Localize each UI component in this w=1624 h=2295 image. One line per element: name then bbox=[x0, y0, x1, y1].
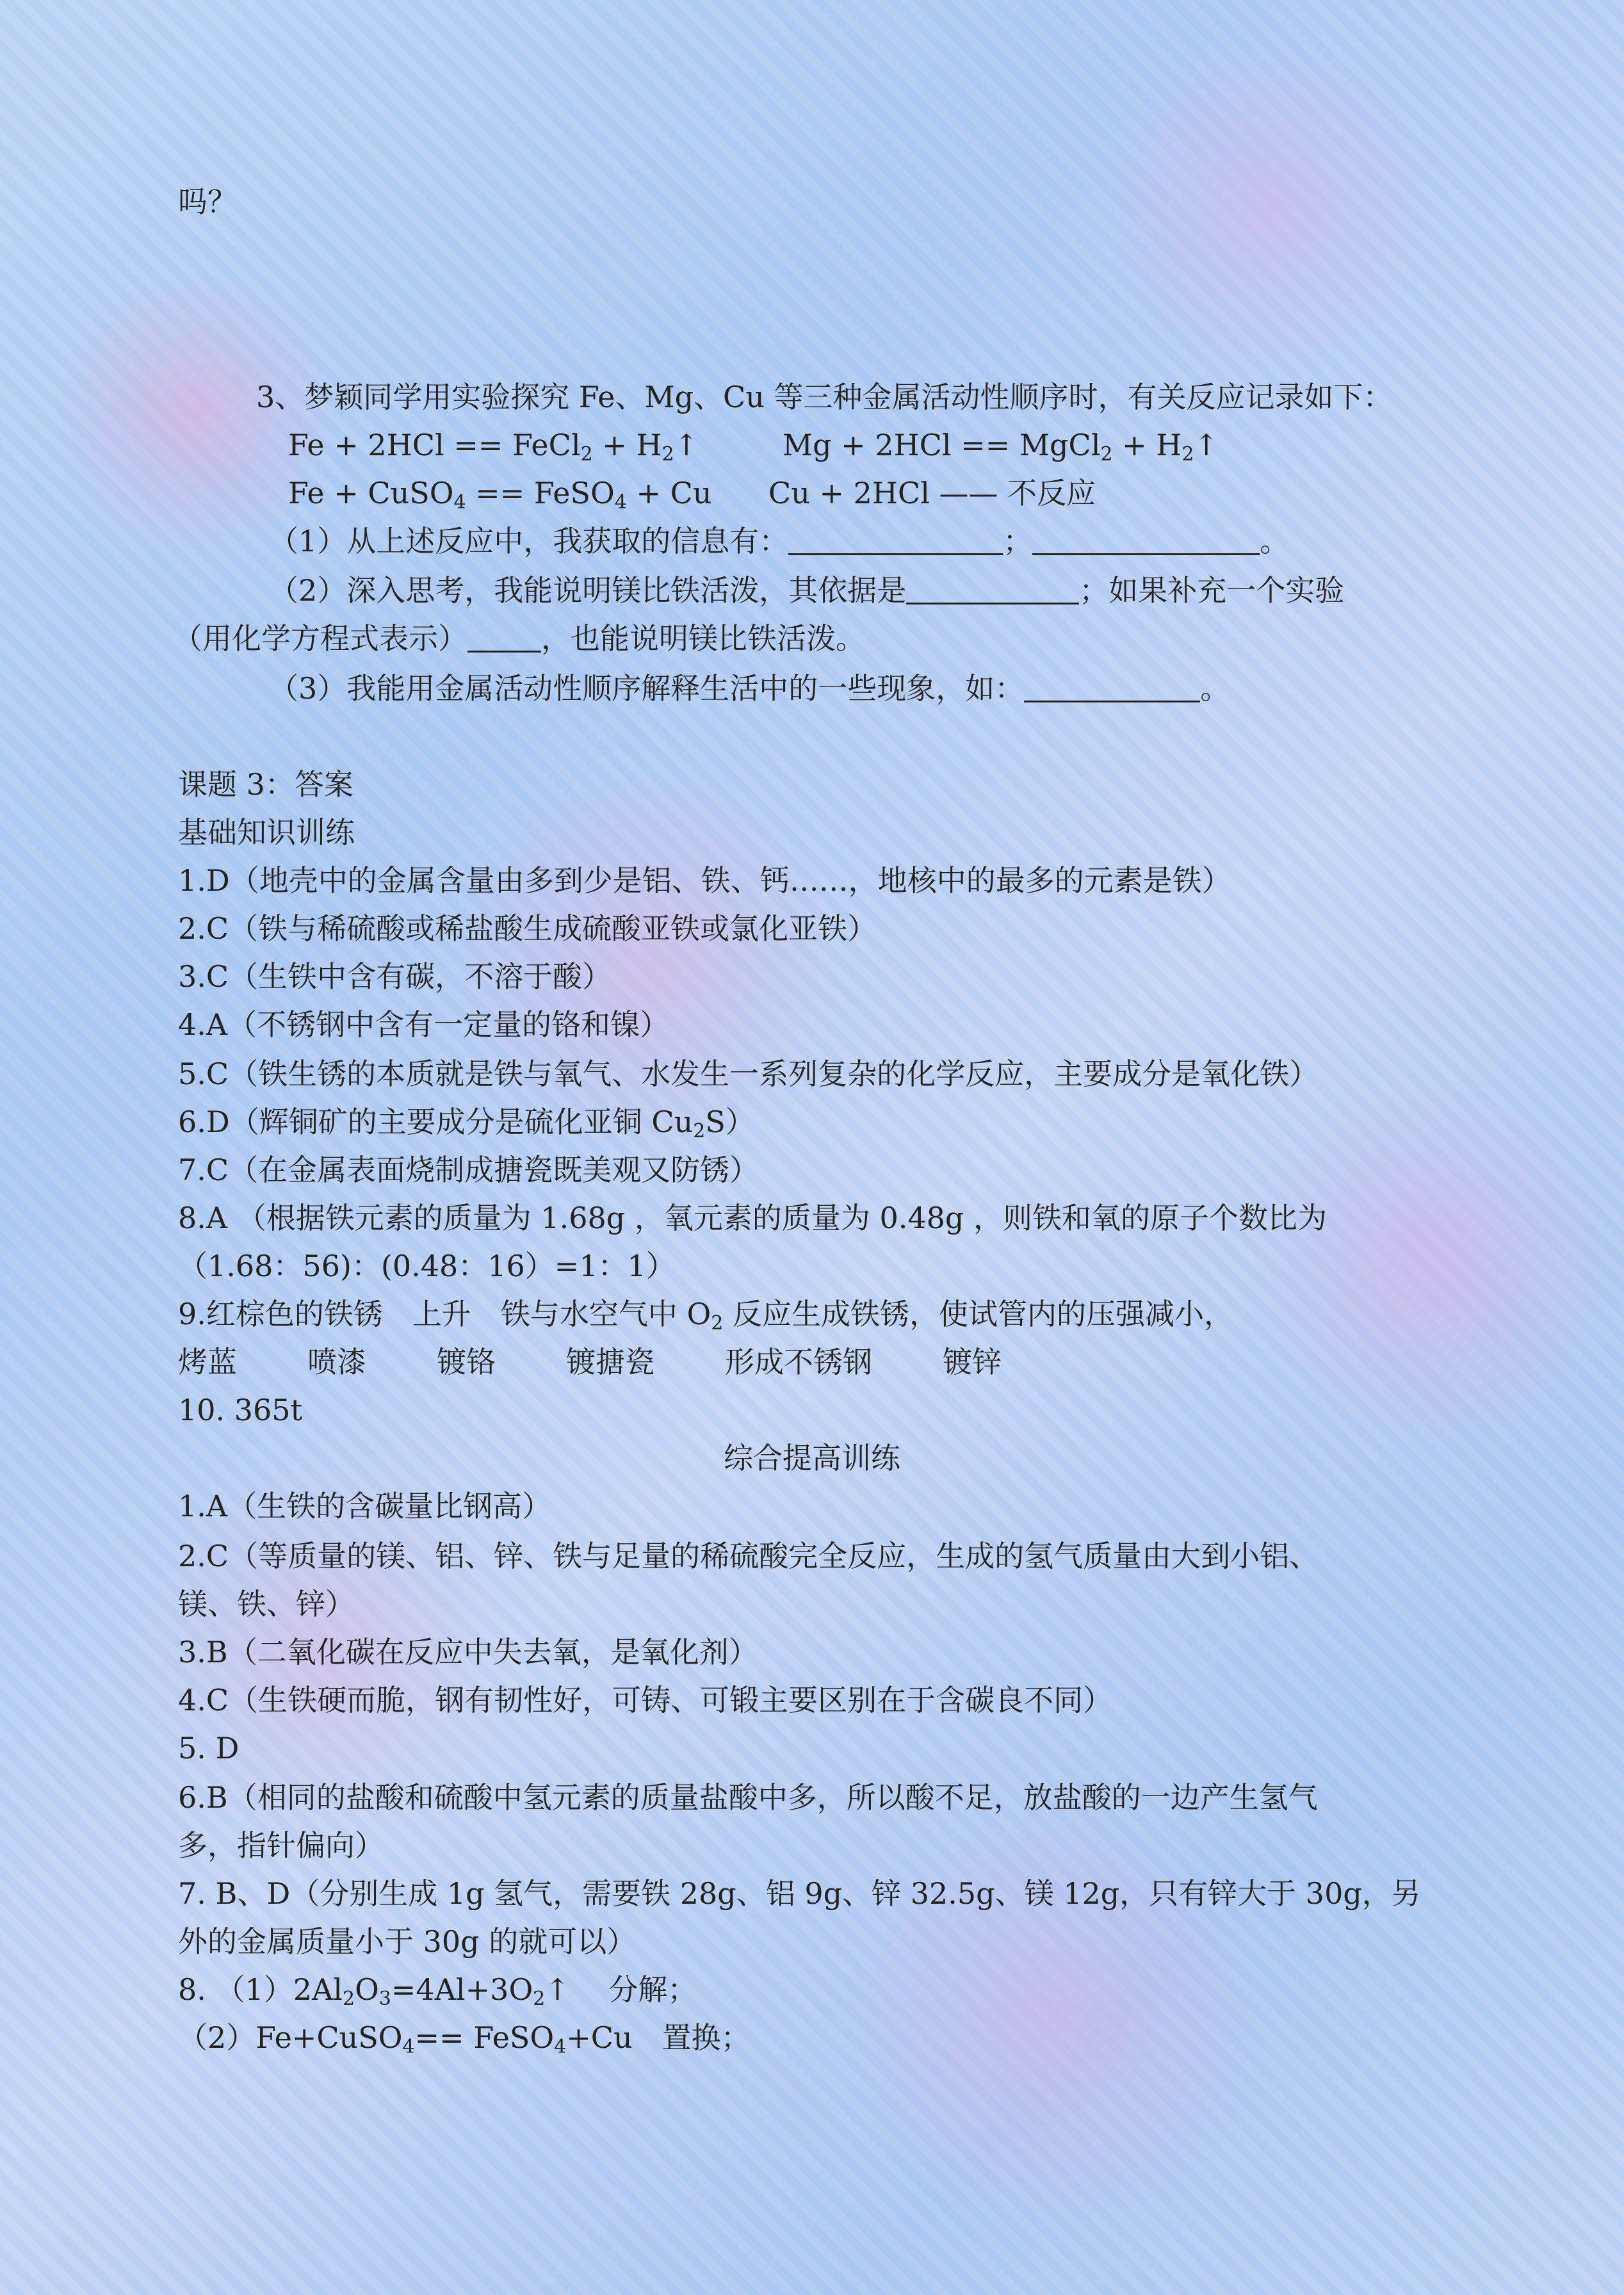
comp-answer-5: 5. D bbox=[178, 1731, 240, 1765]
comp-answer-8-part-1: 8. $(1)2Al_2O_3=4Al+3O_2↑$ 分解； bbox=[178, 1972, 697, 2010]
question-3-part-2: （2）深入思考，我能说明镁比铁活泼，其依据是 ；如果补充一个实验 bbox=[269, 573, 1345, 608]
comprehensive-training-heading: 综合提高训练 bbox=[724, 1441, 900, 1475]
answer-blank[interactable] bbox=[1032, 524, 1260, 555]
basic-answer-4: 4.A（不锈钢中含有一定量的铬和镍） bbox=[178, 1007, 670, 1042]
method-item: 喷漆 bbox=[307, 1345, 366, 1379]
comp-answer-4: 4.C（生铁硬而脆，钢有韧性好，可铸、可锻主要区别在于含碳良不同） bbox=[178, 1683, 1113, 1717]
equation-cu-hcl: Cu + 2HCl —— 不反应 bbox=[768, 476, 1096, 510]
basic-answer-7: 7.C（在金属表面烧制成搪瓷既美观又防锈） bbox=[178, 1153, 759, 1187]
comp-answer-6-cont: 多，指针偏向） bbox=[178, 1828, 384, 1863]
comp-answer-7: 7. B、D（分别生成 1g 氢气，需要铁 28g、铝 9g、锌 32.5g、镁 12g，只有锌大于 30g，另 bbox=[178, 1876, 1421, 1911]
method-item: 镀铬 bbox=[437, 1345, 496, 1379]
basic-answer-9-methods bbox=[178, 1343, 1002, 1381]
answer-section-title: 课题 3：答案 bbox=[178, 767, 353, 802]
comp-answer-2: 2.C（等质量的镁、铝、锌、铁与足量的稀硫酸完全反应，生成的氢气质量由大到小铝、 bbox=[178, 1539, 1319, 1573]
basic-answer-10: 10. 365t bbox=[178, 1393, 303, 1427]
method-item: 形成不锈钢 bbox=[725, 1345, 872, 1379]
comp-answer-3: 3.B（二氧化碳在反应中失去氧，是氧化剂） bbox=[178, 1635, 758, 1669]
question-3-stem: 3、梦颖同学用实验探究 Fe、Mg、Cu 等三种金属活动性顺序时，有关反应记录如下： bbox=[256, 380, 1393, 414]
method-item: 镀锌 bbox=[943, 1345, 1002, 1379]
basic-answer-8-cont: （1.68：56)：(0.48：16）=1：1） bbox=[178, 1249, 676, 1283]
basic-training-heading: 基础知识训练 bbox=[178, 815, 355, 850]
basic-answer-5: 5.C（铁生锈的本质就是铁与氧气、水发生一系列复杂的化学反应，主要成分是氧化铁） bbox=[178, 1057, 1319, 1091]
basic-answer-9: 9.红棕色的铁锈 上升 铁与水空气中 $O_2$ 反应生成铁锈，使试管内的压强减小， bbox=[178, 1297, 1233, 1334]
comp-answer-8-part-2: （2）Fe+CuSO$_4$== FeSO$_4$+Cu 置换； bbox=[178, 2020, 751, 2058]
answer-blank[interactable] bbox=[788, 524, 1003, 555]
comp-answer-2-cont: 镁、铁、锌） bbox=[178, 1587, 355, 1621]
comp-answer-6: 6.B（相同的盐酸和硫酸中氢元素的质量盐酸中多，所以酸不足，放盐酸的一边产生氢气 bbox=[178, 1780, 1318, 1815]
equation-mg-hcl: Mg + 2HCl == MgCl$_2$ + $H_2↑$ bbox=[783, 428, 1219, 466]
answer-blank[interactable] bbox=[1024, 671, 1200, 702]
comp-answer-1: 1.A（生铁的含碳量比钢高） bbox=[178, 1489, 552, 1523]
comp-answer-7-cont: 外的金属质量小于 30g 的就可以） bbox=[178, 1924, 637, 1959]
basic-answer-1: 1.D（地壳中的金属含量由多到少是铝、铁、钙……，地核中的最多的元素是铁） bbox=[178, 863, 1231, 898]
basic-answer-3: 3.C（生铁中含有碳，不溶于酸） bbox=[178, 959, 612, 994]
method-item: 烤蓝 bbox=[178, 1345, 237, 1379]
line-continuation: 吗？ bbox=[178, 184, 237, 219]
question-3-part-1: （1）从上述反应中，我获取的信息有： ； 。 bbox=[269, 524, 1290, 558]
equation-fe-hcl: Fe + 2HCl == FeCl$_2$ + $H_2↑$ bbox=[288, 428, 699, 466]
answer-blank[interactable] bbox=[467, 621, 541, 653]
equation-fe-cuso4: Fe + CuSO$_4$ == FeSO$_4$ + Cu bbox=[288, 476, 712, 514]
question-3-part-3: （3）我能用金属活动性顺序解释生活中的一些现象，如： 。 bbox=[269, 671, 1230, 706]
basic-answer-6: 6.D（辉铜矿的主要成分是硫化亚铜 $Cu_2S$） bbox=[178, 1105, 755, 1142]
basic-answer-2: 2.C（铁与稀硫酸或稀盐酸生成硫酸亚铁或氯化亚铁） bbox=[178, 911, 877, 946]
question-3-part-2-cont: （用化学方程式表示） ，也能说明镁比铁活泼。 bbox=[173, 621, 865, 656]
answer-blank[interactable] bbox=[906, 573, 1079, 604]
method-item: 镀搪瓷 bbox=[566, 1345, 654, 1379]
basic-answer-8: 8.A （根据铁元素的质量为 1.68g ，氧元素的质量为 0.48g ，则铁和氧的原子个数比为 bbox=[178, 1201, 1327, 1235]
